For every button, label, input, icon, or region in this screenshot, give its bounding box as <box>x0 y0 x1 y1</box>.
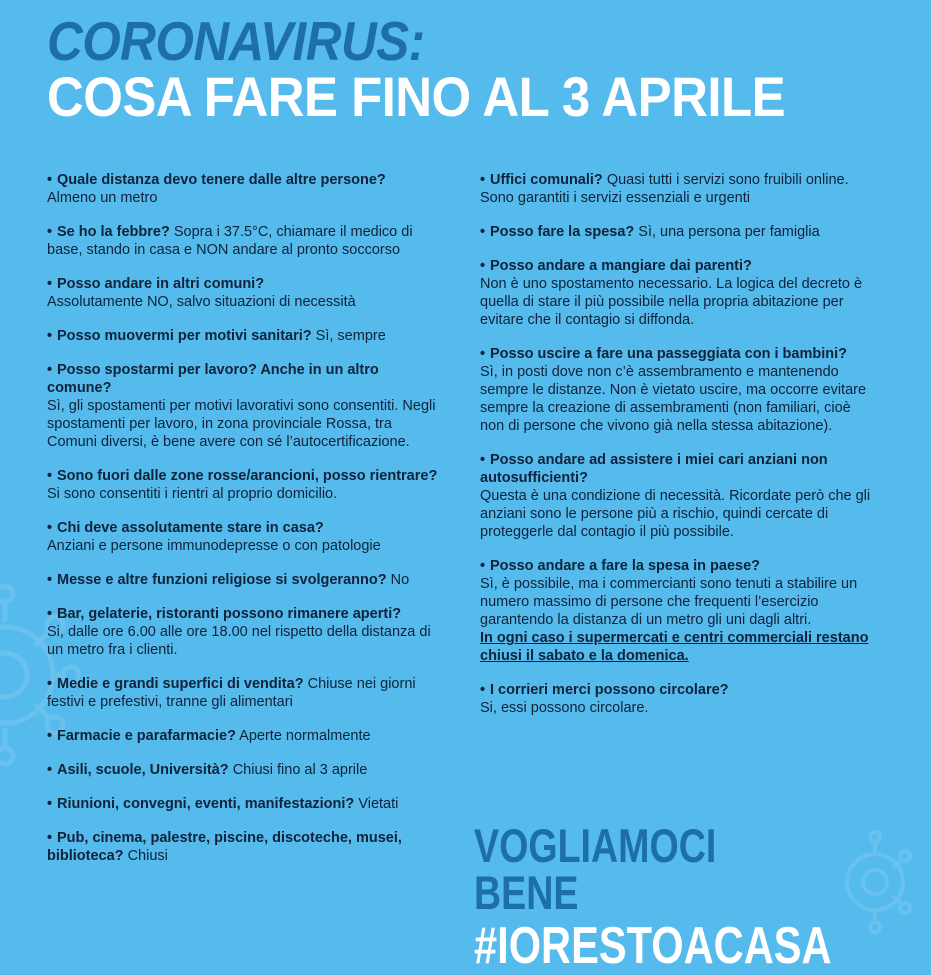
faq-answer: Almeno un metro <box>47 190 158 206</box>
page-title <box>47 10 877 128</box>
faq-item <box>480 223 872 241</box>
faq-question: Posso andare in altri comuni? <box>57 276 265 292</box>
faq-answer: Non è uno spostamento necessario. La logica del decreto è quella di stare il più possibile nella propria abitazione per evitare che il contagio si diffonda. <box>480 276 863 328</box>
faq-answer: Sì, in posti dove non c’è assembramento e mantenendo sempre le distanze. Non è vietato uscire, ma occorre evitare sempre la creazione di assembramenti (non familiari, cioè non di persone che vivono già nella stessa abitazione). <box>480 364 867 434</box>
faq-question: Posso spostarmi per lavoro? Anche in un altro comune? <box>47 362 379 396</box>
faq-question: Uffici comunali? <box>490 172 603 188</box>
campaign-footer <box>474 819 884 975</box>
title-line-primary: CORONAVIRUS: <box>47 10 425 72</box>
faq-answer: Assolutamente NO, salvo situazioni di necessità <box>47 294 356 310</box>
bullet-icon: • <box>47 328 53 344</box>
bullet-icon: • <box>47 606 53 622</box>
faq-item <box>47 571 445 589</box>
faq-question: Chi deve assolutamente stare in casa? <box>57 520 324 536</box>
faq-question: Farmacie e parafarmacie? <box>57 728 236 744</box>
bullet-icon: • <box>47 796 53 812</box>
faq-item <box>480 345 872 435</box>
faq-question: Bar, gelaterie, ristoranti possono rimanere aperti? <box>57 606 402 622</box>
faq-question: Messe e altre funzioni religiose si svolgeranno? <box>57 572 387 588</box>
faq-item <box>47 171 445 207</box>
faq-question: Pub, cinema, palestre, piscine, discoteche, musei, biblioteca? <box>47 830 402 864</box>
bullet-icon: • <box>47 520 53 536</box>
faq-question: Posso muovermi per motivi sanitari? <box>57 328 312 344</box>
faq-answer: Si, dalle ore 6.00 alle ore 18.00 nel rispetto della distanza di un metro fra i clienti. <box>47 624 431 658</box>
faq-question: Asili, scuole, Università? <box>57 762 229 778</box>
bullet-icon: • <box>47 762 53 778</box>
faq-item <box>47 727 445 745</box>
faq-answer: Aperte normalmente <box>239 728 371 744</box>
bullet-icon: • <box>480 452 486 468</box>
faq-answer: Anziani e persone immunodepresse o con patologie <box>47 538 381 554</box>
faq-question: Posso andare a mangiare dai parenti? <box>490 258 752 274</box>
faq-question: Quale distanza devo tenere dalle altre persone? <box>57 172 386 188</box>
faq-answer: Sì, gli spostamenti per motivi lavorativi sono consentiti. Negli spostamenti per lavoro, in zona provinciale Rossa, tra Comuni diversi, è bene avere con sé l’autocertificazione. <box>47 398 436 450</box>
bullet-icon: • <box>480 682 486 698</box>
bullet-icon: • <box>480 224 486 240</box>
faq-item <box>480 557 872 665</box>
bullet-icon: • <box>480 558 486 574</box>
faq-item <box>47 361 445 451</box>
faq-answer: Quasi tutti i servizi sono fruibili online. Sono garantiti i servizi essenziali e urgenti <box>480 172 849 206</box>
bullet-icon: • <box>47 362 53 378</box>
bullet-icon: • <box>47 172 53 188</box>
bullet-icon: • <box>47 468 53 484</box>
right-column <box>480 171 872 733</box>
footer-line-primary: VOGLIAMOCI BENE <box>474 819 717 919</box>
bullet-icon: • <box>480 346 486 362</box>
title-line-secondary: COSA FARE FINO AL 3 APRILE <box>47 65 786 128</box>
faq-question: Se ho la febbre? <box>57 224 170 240</box>
faq-answer: Sopra i 37.5°C, chiamare il medico di base, stando in casa e NON andare al pronto soccorso <box>47 224 413 258</box>
faq-answer: Sì, una persona per famiglia <box>638 224 820 240</box>
faq-item <box>47 605 445 659</box>
faq-question: Medie e grandi superfici di vendita? <box>57 676 304 692</box>
bullet-icon: • <box>47 276 53 292</box>
faq-item <box>480 451 872 541</box>
faq-item <box>47 327 445 345</box>
bullet-icon: • <box>47 830 53 846</box>
faq-answer: Chiusi fino al 3 aprile <box>232 762 368 778</box>
faq-answer: Vietati <box>358 796 399 812</box>
left-column <box>47 171 445 881</box>
bullet-icon: • <box>47 572 53 588</box>
faq-question: I corrieri merci possono circolare? <box>490 682 729 698</box>
bullet-icon: • <box>47 676 53 692</box>
faq-answer: Chiuse nei giorni festivi e prefestivi, tranne gli alimentari <box>47 676 416 710</box>
faq-question: Posso uscire a fare una passeggiata con i bambini? <box>490 346 847 362</box>
footer-line-secondary: #IORESTOACASA <box>474 917 832 975</box>
faq-question: Posso andare a fare la spesa in paese? <box>490 558 760 574</box>
faq-answer: Questa è una condizione di necessità. Ricordate però che gli anziani sono le persone più a rischio, quindi cercate di proteggerle dal contagio il più possibile. <box>480 488 871 540</box>
faq-item <box>47 467 445 503</box>
faq-answer: Sì, è possibile, ma i commercianti sono tenuti a stabilire un numero massimo di persone che frequenti l’esercizio garantendo la distanza di un metro gli uni dagli altri. <box>480 576 858 628</box>
faq-answer: Si, essi possono circolare. <box>480 700 649 716</box>
faq-item <box>47 761 445 779</box>
faq-item <box>47 675 445 711</box>
faq-question: Riunioni, convegni, eventi, manifestazioni? <box>57 796 355 812</box>
faq-item <box>480 681 872 717</box>
faq-item <box>47 519 445 555</box>
faq-answer: Sì, sempre <box>315 328 386 344</box>
faq-answer: Si sono consentiti i rientri al proprio domicilio. <box>47 486 338 502</box>
bullet-icon: • <box>47 728 53 744</box>
faq-item <box>480 171 872 207</box>
faq-question: Sono fuori dalle zone rosse/arancioni, posso rientrare? <box>57 468 438 484</box>
faq-item <box>480 257 872 329</box>
bullet-icon: • <box>47 224 53 240</box>
faq-answer: Chiusi <box>127 848 168 864</box>
faq-note: In ogni caso i supermercati e centri commerciali restano chiusi il sabato e la domenica. <box>480 630 869 664</box>
faq-question: Posso fare la spesa? <box>490 224 635 240</box>
faq-item <box>47 275 445 311</box>
faq-question: Posso andare ad assistere i miei cari anziani non autosufficienti? <box>480 452 828 486</box>
faq-item <box>47 829 445 865</box>
faq-item <box>47 223 445 259</box>
bullet-icon: • <box>480 258 486 274</box>
bullet-icon: • <box>480 172 486 188</box>
faq-answer: No <box>390 572 410 588</box>
faq-item <box>47 795 445 813</box>
